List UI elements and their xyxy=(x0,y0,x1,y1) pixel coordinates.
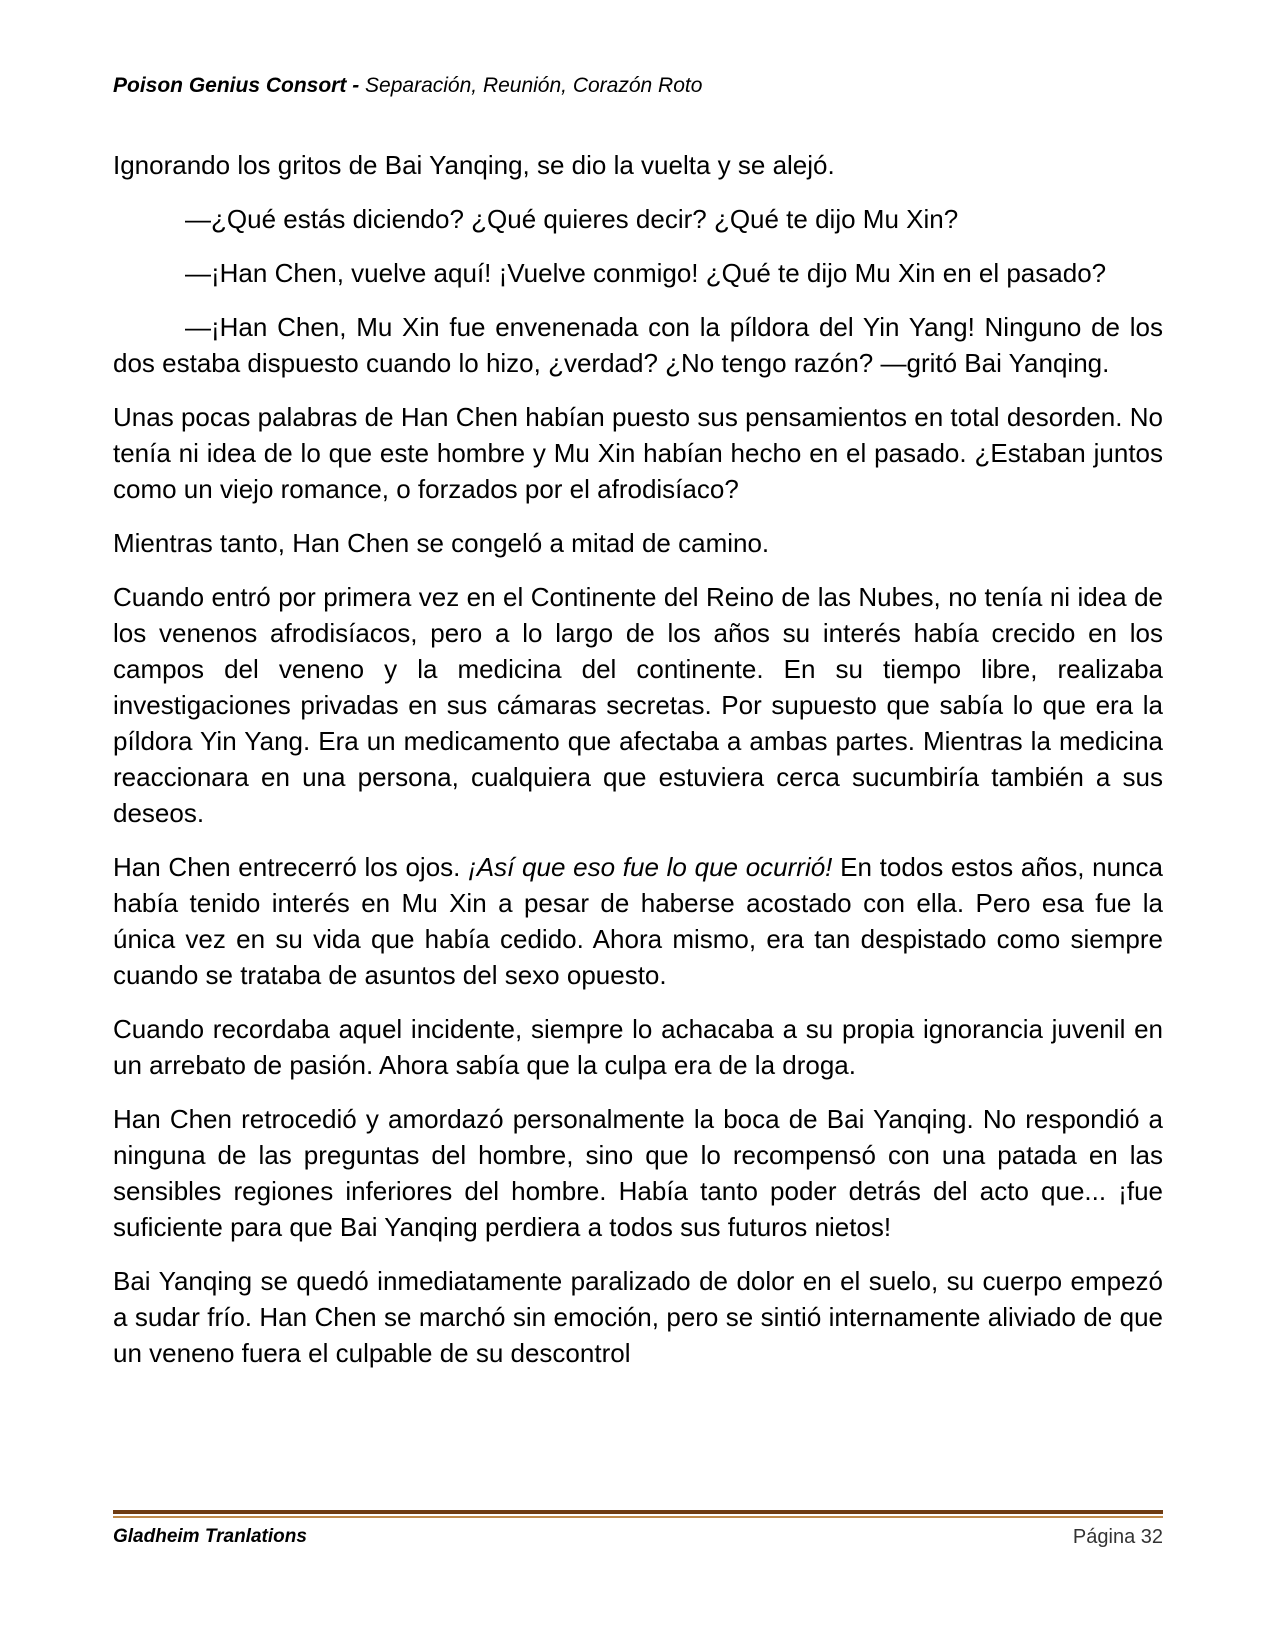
paragraph: Ignorando los gritos de Bai Yanqing, se dio la vuelta y se alejó. xyxy=(113,150,835,180)
paragraph-text: Han Chen entrecerró los ojos. xyxy=(113,852,469,882)
series-title: Poison Genius Consort xyxy=(113,74,347,97)
chapter-title: Separación, Reunión, Corazón Roto xyxy=(365,74,703,97)
page-header xyxy=(113,72,1163,100)
paragraph: Cuando recordaba aquel incidente, siempre lo achacaba a su propia ignorancia juvenil en un arrebato de pasión. Ahora sabía que la culpa era de la droga. xyxy=(113,1014,1163,1080)
paragraph: Han Chen retrocedió y amordazó personalmente la boca de Bai Yanqing. No respondió a ninguna de las preguntas del hombre, sino que lo recompensó con una patada en las sensibles regiones inferiores del hombre. Había tanto poder detrás del acto que... ¡fue suficiente para que Bai Yanqing perdiera a todos sus futuros nietos! xyxy=(113,1104,1163,1242)
document-body xyxy=(113,147,1163,1371)
paragraph: Unas pocas palabras de Han Chen habían puesto sus pensamientos en total desorden. No tenía ni idea de lo que este hombre y Mu Xin habían hecho en el pasado. ¿Estaban juntos como un viejo romance, o forzados por el afrodisíaco? xyxy=(113,402,1163,504)
paragraph-text: En todos estos años, nunca había tenido interés en Mu Xin a pesar de haberse acostado con ella. Pero esa fue la única vez en su vida que había cedido. Ahora mismo, era tan despistado como siempre cuando se trataba de asuntos del sexo opuesto. xyxy=(113,852,1163,990)
header-separator: - xyxy=(346,74,366,97)
paragraph: Bai Yanqing se quedó inmediatamente paralizado de dolor en el suelo, su cuerpo empezó a sudar frío. Han Chen se marchó sin emoción, pero se sintió internamente aliviado de que un veneno fuera el culpable de su descontrol xyxy=(113,1266,1163,1368)
dialogue-paragraph: —¡Han Chen, Mu Xin fue envenenada con la píldora del Yin Yang! Ninguno de los dos estaba dispuesto cuando lo hizo, ¿verdad? ¿No tengo razón? —gritó Bai Yanqing. xyxy=(113,312,1163,378)
footer-rule xyxy=(113,1510,1163,1519)
dialogue-paragraph: —¿Qué estás diciendo? ¿Qué quieres decir? ¿Qué te dijo Mu Xin? xyxy=(185,204,959,234)
paragraph: Mientras tanto, Han Chen se congeló a mitad de camino. xyxy=(113,528,770,558)
page-number: Página 32 xyxy=(1072,1526,1163,1548)
dialogue-paragraph: —¡Han Chen, vuelve aquí! ¡Vuelve conmigo! ¿Qué te dijo Mu Xin en el pasado? xyxy=(185,258,1107,288)
italic-thought: ¡Así que eso fue lo que ocurrió! xyxy=(468,852,833,882)
paragraph: Cuando entró por primera vez en el Continente del Reino de las Nubes, no tenía ni idea de los venenos afrodisíacos, pero a lo largo de los años su interés había crecido en los campos del veneno y la medicina del continente. En su tiempo libre, realizaba investigaciones privadas en sus cámaras secretas. Por supuesto que sabía lo que era la píldora Yin Yang. Era un medicamento que afectaba a ambas partes. Mientras la medicina reaccionara en una persona, cualquiera que estuviera cerca sucumbiría también a sus deseos. xyxy=(113,582,1163,828)
footer-rule-thin xyxy=(113,1516,1163,1518)
paragraph xyxy=(113,849,1163,993)
publisher-name: Gladheim Tranlations xyxy=(113,1526,307,1547)
